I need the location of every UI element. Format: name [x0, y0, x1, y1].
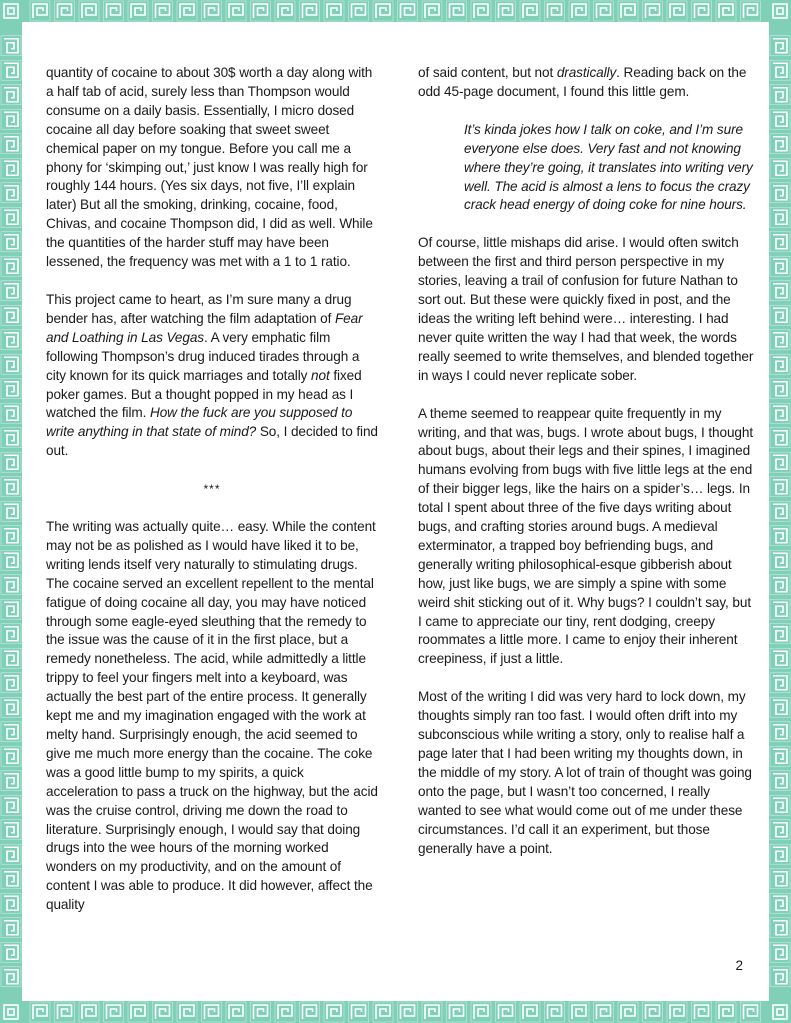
- text-run: of said content, but not: [418, 65, 557, 80]
- text-run: So, I decided to find out.: [46, 424, 378, 459]
- paragraph: [46, 518, 378, 915]
- text-run: . A very emphatic film following Thompson’s drug induced tirades through a city known for its quick marriages and totally: [46, 329, 360, 383]
- paragraph: [418, 405, 754, 670]
- text-run: quantity of cocaine to about 30$ worth a day along with a half tab of acid, surely less than Thompson would consume on a daily basis. Essentially, I micro dosed cocaine all day before soaking that sweet sweet chemical paper on my tongue. Before you call me a phony for ‘skimping out,’ just know I was really high for roughly 144 hours. (Yes six days, not five, I’ll explain later) But all the smoking, drinking, cocaine, food, Chivas, and cocaine Thompson did, I did as well. While the quantities of the harder stuff may have been lessened, the frequency was met with a 1 to 1 ratio.: [46, 65, 373, 270]
- block-quote: It’s kinda jokes how I talk on coke, and I’m sure everyone else does. Very fast and not knowing where they’re going, it translates into writing very well. The acid is almost a lens to focus the crazy crack head energy of doing coke for nine hours.: [464, 121, 753, 213]
- paragraph: [46, 64, 378, 272]
- text-run: A theme seemed to reappear quite frequently in my writing, and that was, bugs. I wrote about bugs, I thought about bugs, about their legs and their spines, I imagined humans evolving from bugs with five little legs at the end of their bigger legs, like the hairs on a spider’s… legs. In total I spent about three of the five days writing about bugs, and crafting stories around bugs. A medieval exterminator, a trapped boy befriending bugs, and generally writing philosophical-esque gibberish about how, just like bugs, we are simply a spine with some weird shit sticking out of it. Why bugs? I couldn’t say, but I came to appreciate our tiny, rent dodging, creepy roommates a little more. I came to enjoy their inherent creepiness, if just a little.: [418, 405, 754, 667]
- text-run: Of course, little mishaps did arise. I would often switch between the first and third person perspective in my stories, leaving a trail of confusion for future Nathan to sort out. But these were quickly fixed in post, and the ideas the writing left behind were… interesting. I had never quite written the way I had that week, the words really seemed to write themselves, and blended together in ways I could never replicate sober.: [418, 235, 754, 383]
- italic-text: drastically: [556, 65, 617, 80]
- right-column: [418, 64, 754, 877]
- text-run: Most of the writing I did was very hard to lock down, my thoughts simply ran too fast. I would often drift into my subconscious while writing a story, only to realise half a page later that I had been writing my thoughts down, in the middle of my story. A lot of train of thought was going onto the page, but I wasn’t too concerned, I really wanted to see what would come out of me under these circumstances. I’d call it an experiment, but those generally have a point.: [418, 689, 752, 856]
- italic-text: not: [311, 367, 330, 383]
- paragraph: [418, 64, 754, 102]
- text-run: This project came to heart, as I’m sure many a drug bender has, after watching the film adaptation of: [46, 291, 352, 326]
- text-run: fixed poker games. But a thought popped in my head as I watched the film.: [46, 367, 362, 421]
- text-run: The writing was actually quite… easy. While the content may not be as polished as I would have liked it to be, writing lends itself very naturally to stimulating drugs. The cocaine served an excellent repellent to the mental fatigue of doing cocaine all day, you may have noticed through some eagle-eyed sleuthing that the remedy to the issue was the cause of it in the first place, but a remedy nonetheless. The acid, while admittedly a little trippy to feel your fingers melt into a keyboard, was actually the best part of the entire process. It generally kept me and my imagination engaged with the work at melty hand. Surprisingly enough, the acid seemed to give me much more energy than the cocaine. The coke was a good little bump to my spirits, a quick acceleration to pass a truck on the highway, but the acid was the cruise control, driving me down the road to literature. Surprisingly enough, I would say that doing drugs into the wee hours of the morning worked wonders on my productivity, and on the amount of content I was able to produce. It did however, affect the quality: [46, 519, 378, 913]
- section-separator: ***: [203, 482, 221, 497]
- italic-text: How the fuck are you supposed to write anything in that state of mind?: [46, 405, 353, 440]
- paragraph: [418, 234, 754, 385]
- page-number: 2: [735, 958, 743, 973]
- left-column: [46, 64, 378, 934]
- italic-text: Fear and Loathing in Las Vegas: [46, 310, 363, 345]
- document-page: [22, 22, 769, 1001]
- paragraph: [46, 291, 378, 461]
- paragraph: [418, 688, 754, 858]
- text-run: . Reading back on the odd 45-page document, I found this little gem.: [418, 65, 747, 99]
